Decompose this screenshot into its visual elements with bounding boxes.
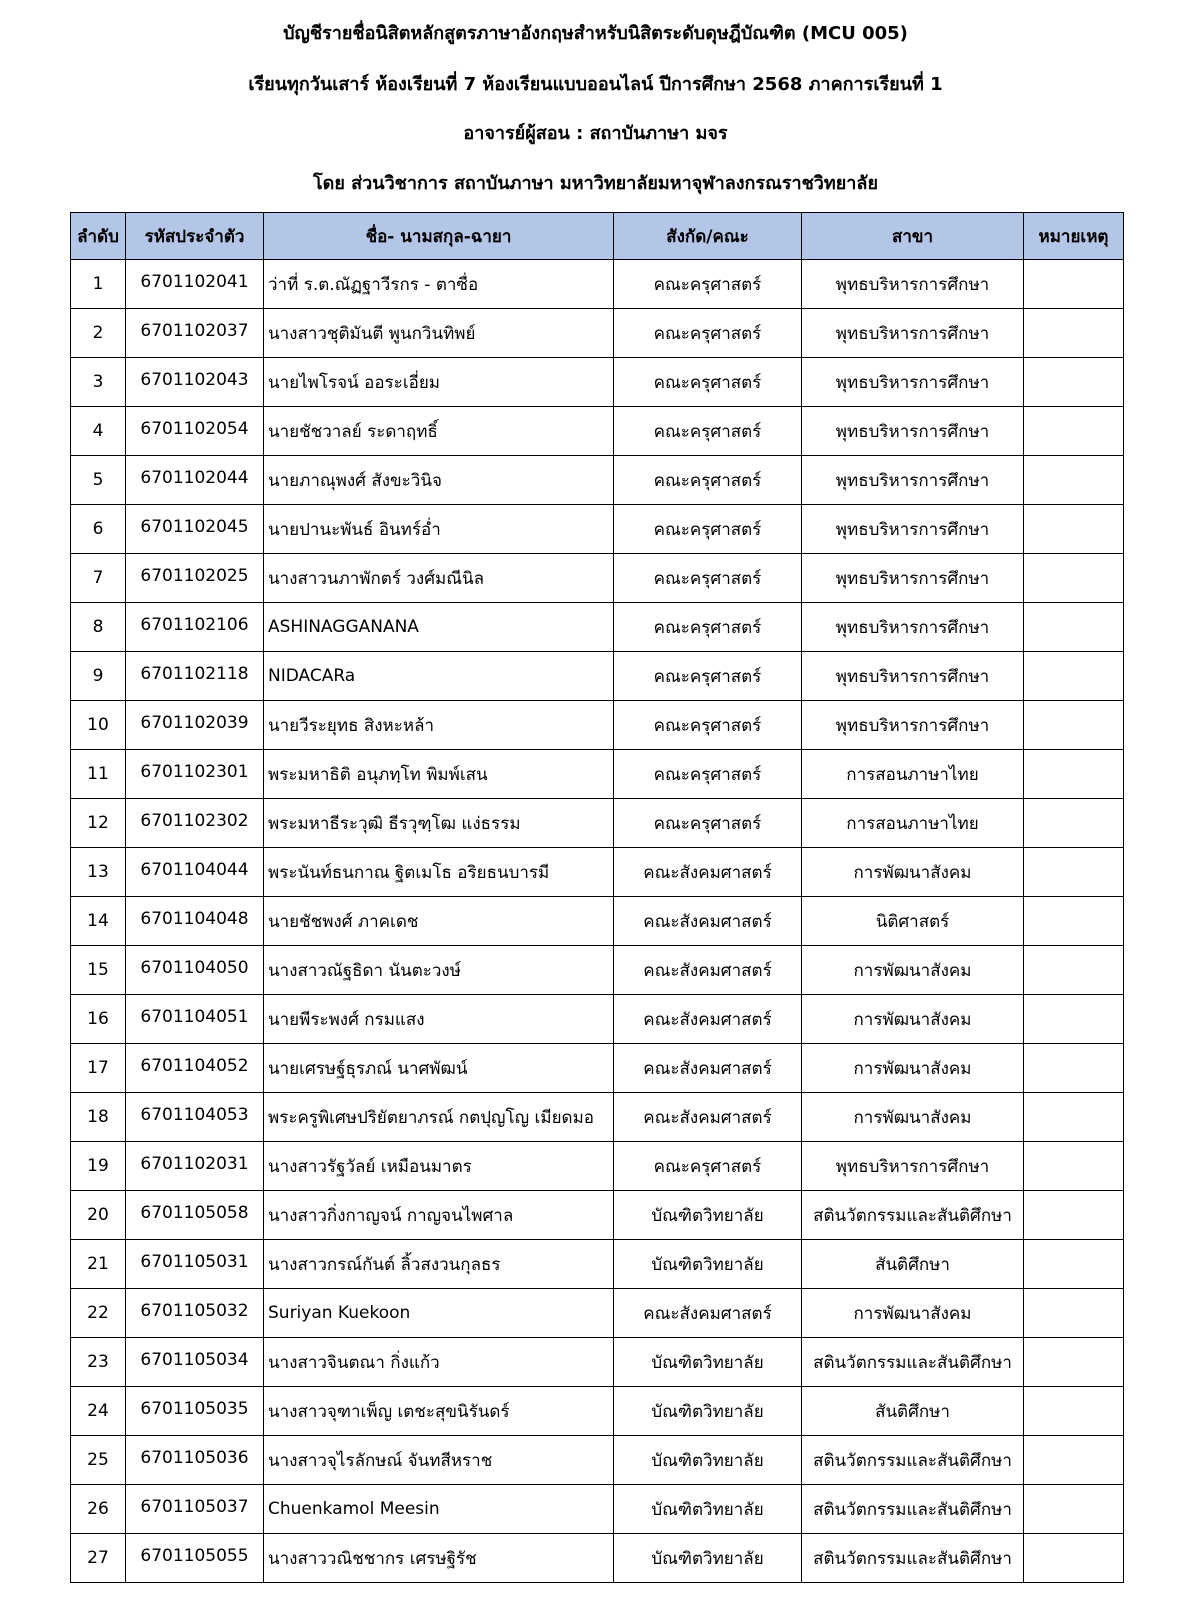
student-name-cell: นางสาวกิ่งกาญจน์ กาญจนไพศาล (264, 1191, 614, 1240)
major-cell: การพัฒนาสังคม (802, 1093, 1024, 1142)
student-id-cell: 6701102301 (126, 750, 264, 799)
table-row (71, 1191, 1124, 1240)
major-cell: สตินวัตกรรมและสันติศึกษา (802, 1191, 1024, 1240)
student-id-cell: 6701102043 (126, 358, 264, 407)
remark-cell (1024, 1093, 1124, 1142)
student-name-cell: นายพีระพงศ์ กรมแสง (264, 995, 614, 1044)
table-row (71, 897, 1124, 946)
row-number-cell: 25 (71, 1436, 126, 1485)
student-id-cell: 6701105037 (126, 1485, 264, 1534)
remark-cell (1024, 799, 1124, 848)
major-cell: การสอนภาษาไทย (802, 750, 1024, 799)
student-id-cell: 6701102045 (126, 505, 264, 554)
faculty-cell: คณะครุศาสตร์ (614, 309, 802, 358)
faculty-cell: คณะครุศาสตร์ (614, 554, 802, 603)
table-row (71, 1485, 1124, 1534)
major-cell: สันติศึกษา (802, 1387, 1024, 1436)
row-number-cell: 12 (71, 799, 126, 848)
faculty-cell: คณะครุศาสตร์ (614, 407, 802, 456)
remark-cell (1024, 946, 1124, 995)
student-name-cell: นายชัชพงศ์ ภาคเดช (264, 897, 614, 946)
student-name-cell: นางสาวจุไรลักษณ์ จันทสีหราช (264, 1436, 614, 1485)
table-row (71, 701, 1124, 750)
faculty-cell: คณะสังคมศาสตร์ (614, 946, 802, 995)
row-number-cell: 6 (71, 505, 126, 554)
remark-cell (1024, 1534, 1124, 1583)
major-cell: สันติศึกษา (802, 1240, 1024, 1289)
major-cell: พุทธบริหารการศึกษา (802, 1142, 1024, 1191)
row-number-cell: 22 (71, 1289, 126, 1338)
student-id-cell: 6701104044 (126, 848, 264, 897)
row-number-cell: 17 (71, 1044, 126, 1093)
faculty-cell: คณะครุศาสตร์ (614, 701, 802, 750)
major-cell: พุทธบริหารการศึกษา (802, 456, 1024, 505)
row-number-cell: 23 (71, 1338, 126, 1387)
major-cell: สตินวัตกรรมและสันติศึกษา (802, 1338, 1024, 1387)
table-row (71, 1044, 1124, 1093)
header-remark: หมายเหตุ (1024, 213, 1124, 260)
table-row (71, 1289, 1124, 1338)
student-id-cell: 6701104052 (126, 1044, 264, 1093)
student-id-cell: 6701104053 (126, 1093, 264, 1142)
student-name-cell: นางสาวชุติมันตี พูนกวินทิพย์ (264, 309, 614, 358)
row-number-cell: 16 (71, 995, 126, 1044)
major-cell: การพัฒนาสังคม (802, 995, 1024, 1044)
faculty-cell: บัณฑิตวิทยาลัย (614, 1436, 802, 1485)
table-row (71, 799, 1124, 848)
row-number-cell: 1 (71, 260, 126, 309)
student-id-cell: 6701102044 (126, 456, 264, 505)
remark-cell (1024, 358, 1124, 407)
student-id-cell: 6701104050 (126, 946, 264, 995)
major-cell: พุทธบริหารการศึกษา (802, 260, 1024, 309)
student-id-cell: 6701105034 (126, 1338, 264, 1387)
remark-cell (1024, 309, 1124, 358)
table-row (71, 1093, 1124, 1142)
major-cell: พุทธบริหารการศึกษา (802, 358, 1024, 407)
major-cell: สตินวัตกรรมและสันติศึกษา (802, 1485, 1024, 1534)
student-name-cell: นายเศรษฐ์ธุรภณ์ นาศพัฒน์ (264, 1044, 614, 1093)
faculty-cell: คณะสังคมศาสตร์ (614, 848, 802, 897)
row-number-cell: 8 (71, 603, 126, 652)
student-name-cell: นางสาวกรณ์กันต์ ลิ้วสงวนกุลธร (264, 1240, 614, 1289)
faculty-cell: คณะครุศาสตร์ (614, 358, 802, 407)
table-row (71, 848, 1124, 897)
major-cell: การพัฒนาสังคม (802, 1289, 1024, 1338)
student-name-cell: Chuenkamol Meesin (264, 1485, 614, 1534)
remark-cell (1024, 1485, 1124, 1534)
faculty-cell: คณะสังคมศาสตร์ (614, 1044, 802, 1093)
faculty-cell: คณะครุศาสตร์ (614, 799, 802, 848)
row-number-cell: 19 (71, 1142, 126, 1191)
remark-cell (1024, 1387, 1124, 1436)
table-row (71, 1338, 1124, 1387)
student-name-cell: นางสาวจินตณา กิ่งแก้ว (264, 1338, 614, 1387)
remark-cell (1024, 701, 1124, 750)
remark-cell (1024, 505, 1124, 554)
faculty-cell: คณะครุศาสตร์ (614, 260, 802, 309)
remark-cell (1024, 407, 1124, 456)
student-name-cell: NIDACARa (264, 652, 614, 701)
student-id-cell: 6701102106 (126, 603, 264, 652)
remark-cell (1024, 260, 1124, 309)
student-name-cell: พระมหาธีระวุฒิ ธีรวุฑฺโฒ แง่ธรรม (264, 799, 614, 848)
table-row (71, 1436, 1124, 1485)
major-cell: พุทธบริหารการศึกษา (802, 505, 1024, 554)
faculty-cell: คณะครุศาสตร์ (614, 750, 802, 799)
row-number-cell: 4 (71, 407, 126, 456)
remark-cell (1024, 1436, 1124, 1485)
major-cell: พุทธบริหารการศึกษา (802, 701, 1024, 750)
student-id-cell: 6701102041 (126, 260, 264, 309)
student-id-cell: 6701105031 (126, 1240, 264, 1289)
student-name-cell: พระนันท์ธนกาณ ฐิตเมโธ อริยธนบารมี (264, 848, 614, 897)
major-cell: พุทธบริหารการศึกษา (802, 309, 1024, 358)
header-student-id: รหัสประจำตัว (126, 213, 264, 260)
document-schedule: เรียนทุกวันเสาร์ ห้องเรียนที่ 7 ห้องเรียนแบบออนไลน์ ปีการศึกษา 2568 ภาคการเรียนที่ 1 (248, 74, 943, 95)
student-name-cell: นางสาวรัฐวัลย์ เหมือนมาตร (264, 1142, 614, 1191)
student-name-cell: พระมหาธิติ อนุภทฺโท พิมพ์เสน (264, 750, 614, 799)
student-id-cell: 6701102025 (126, 554, 264, 603)
remark-cell (1024, 456, 1124, 505)
table-row (71, 505, 1124, 554)
faculty-cell: คณะสังคมศาสตร์ (614, 1289, 802, 1338)
remark-cell (1024, 1142, 1124, 1191)
major-cell: สตินวัตกรรมและสันติศึกษา (802, 1436, 1024, 1485)
table-row (71, 1387, 1124, 1436)
table-row (71, 1142, 1124, 1191)
header-no: ลำดับ (71, 213, 126, 260)
major-cell: นิติศาสตร์ (802, 897, 1024, 946)
faculty-cell: คณะสังคมศาสตร์ (614, 897, 802, 946)
student-name-cell: นายภาณุพงศ์ สังขะวินิจ (264, 456, 614, 505)
table-row (71, 1240, 1124, 1289)
row-number-cell: 10 (71, 701, 126, 750)
student-name-cell: นางสาวนภาพักตร์ วงศ์มณีนิล (264, 554, 614, 603)
student-name-cell: นายวีระยุทธ สิงหะหล้า (264, 701, 614, 750)
row-number-cell: 24 (71, 1387, 126, 1436)
table-row (71, 603, 1124, 652)
faculty-cell: คณะสังคมศาสตร์ (614, 1093, 802, 1142)
student-name-cell: นายไพโรจน์ ออระเอี่ยม (264, 358, 614, 407)
table-row (71, 260, 1124, 309)
student-name-cell: นายปานะพันธ์ อินทร์อ่ำ (264, 505, 614, 554)
row-number-cell: 5 (71, 456, 126, 505)
student-id-cell: 6701102054 (126, 407, 264, 456)
row-number-cell: 13 (71, 848, 126, 897)
student-name-cell: Suriyan Kuekoon (264, 1289, 614, 1338)
student-id-cell: 6701105032 (126, 1289, 264, 1338)
remark-cell (1024, 1289, 1124, 1338)
student-id-cell: 6701104048 (126, 897, 264, 946)
student-name-cell: นางสาวณัฐธิดา นันตะวงษ์ (264, 946, 614, 995)
faculty-cell: คณะสังคมศาสตร์ (614, 995, 802, 1044)
faculty-cell: คณะครุศาสตร์ (614, 456, 802, 505)
table-row (71, 652, 1124, 701)
row-number-cell: 27 (71, 1534, 126, 1583)
document-instructor: อาจารย์ผู้สอน : สถาบันภาษา มจร (463, 123, 728, 144)
table-header-row (71, 213, 1124, 260)
row-number-cell: 15 (71, 946, 126, 995)
faculty-cell: บัณฑิตวิทยาลัย (614, 1534, 802, 1583)
table-row (71, 554, 1124, 603)
remark-cell (1024, 750, 1124, 799)
table-row (71, 407, 1124, 456)
student-name-cell: ASHINAGGANANA (264, 603, 614, 652)
student-name-cell: พระครูพิเศษปริยัตยาภรณ์ กตปุญโญ เมียดมอ (264, 1093, 614, 1142)
remark-cell (1024, 897, 1124, 946)
table-row (71, 946, 1124, 995)
remark-cell (1024, 995, 1124, 1044)
row-number-cell: 26 (71, 1485, 126, 1534)
faculty-cell: บัณฑิตวิทยาลัย (614, 1387, 802, 1436)
student-id-cell: 6701104051 (126, 995, 264, 1044)
row-number-cell: 9 (71, 652, 126, 701)
student-id-cell: 6701102039 (126, 701, 264, 750)
faculty-cell: บัณฑิตวิทยาลัย (614, 1191, 802, 1240)
student-name-cell: นางสาวจุฑาเพ็ญ เตชะสุขนิรันดร์ (264, 1387, 614, 1436)
document-organizer: โดย ส่วนวิชาการ สถาบันภาษา มหาวิทยาลัยมหาจุฬาลงกรณราชวิทยาลัย (313, 173, 878, 194)
row-number-cell: 11 (71, 750, 126, 799)
remark-cell (1024, 603, 1124, 652)
header-major: สาขา (802, 213, 1024, 260)
student-id-cell: 6701105055 (126, 1534, 264, 1583)
student-id-cell: 6701105035 (126, 1387, 264, 1436)
major-cell: การสอนภาษาไทย (802, 799, 1024, 848)
row-number-cell: 3 (71, 358, 126, 407)
student-id-cell: 6701102302 (126, 799, 264, 848)
header-faculty: สังกัด/คณะ (614, 213, 802, 260)
faculty-cell: คณะครุศาสตร์ (614, 603, 802, 652)
document-title: บัญชีรายชื่อนิสิตหลักสูตรภาษาอังกฤษสำหรับนิสิตระดับดุษฎีบัณฑิต (MCU 005) (283, 23, 908, 44)
table-row (71, 750, 1124, 799)
remark-cell (1024, 554, 1124, 603)
remark-cell (1024, 1044, 1124, 1093)
student-id-cell: 6701105058 (126, 1191, 264, 1240)
table-row (71, 456, 1124, 505)
remark-cell (1024, 1240, 1124, 1289)
table-row (71, 309, 1124, 358)
remark-cell (1024, 1191, 1124, 1240)
student-id-cell: 6701102037 (126, 309, 264, 358)
row-number-cell: 20 (71, 1191, 126, 1240)
student-id-cell: 6701102118 (126, 652, 264, 701)
row-number-cell: 7 (71, 554, 126, 603)
major-cell: สตินวัตกรรมและสันติศึกษา (802, 1534, 1024, 1583)
major-cell: พุทธบริหารการศึกษา (802, 554, 1024, 603)
row-number-cell: 14 (71, 897, 126, 946)
major-cell: พุทธบริหารการศึกษา (802, 652, 1024, 701)
remark-cell (1024, 1338, 1124, 1387)
major-cell: การพัฒนาสังคม (802, 1044, 1024, 1093)
major-cell: การพัฒนาสังคม (802, 848, 1024, 897)
faculty-cell: บัณฑิตวิทยาลัย (614, 1485, 802, 1534)
faculty-cell: บัณฑิตวิทยาลัย (614, 1240, 802, 1289)
remark-cell (1024, 652, 1124, 701)
table-row (71, 358, 1124, 407)
major-cell: การพัฒนาสังคม (802, 946, 1024, 995)
table-row (71, 995, 1124, 1044)
row-number-cell: 2 (71, 309, 126, 358)
row-number-cell: 18 (71, 1093, 126, 1142)
faculty-cell: บัณฑิตวิทยาลัย (614, 1338, 802, 1387)
faculty-cell: คณะครุศาสตร์ (614, 1142, 802, 1191)
student-roster-table (70, 212, 1124, 1583)
student-id-cell: 6701102031 (126, 1142, 264, 1191)
table-row (71, 1534, 1124, 1583)
student-name-cell: นายชัชวาลย์ ระดาฤทธิ์ (264, 407, 614, 456)
major-cell: พุทธบริหารการศึกษา (802, 603, 1024, 652)
faculty-cell: คณะครุศาสตร์ (614, 652, 802, 701)
student-id-cell: 6701105036 (126, 1436, 264, 1485)
remark-cell (1024, 848, 1124, 897)
row-number-cell: 21 (71, 1240, 126, 1289)
student-name-cell: ว่าที่ ร.ต.ณัฏฐาวีรกร - ตาซื่อ (264, 260, 614, 309)
header-name: ชื่อ- นามสกุล-ฉายา (264, 213, 614, 260)
table-body (71, 260, 1124, 1583)
faculty-cell: คณะครุศาสตร์ (614, 505, 802, 554)
student-name-cell: นางสาววณิชชากร เศรษฐิรัช (264, 1534, 614, 1583)
major-cell: พุทธบริหารการศึกษา (802, 407, 1024, 456)
